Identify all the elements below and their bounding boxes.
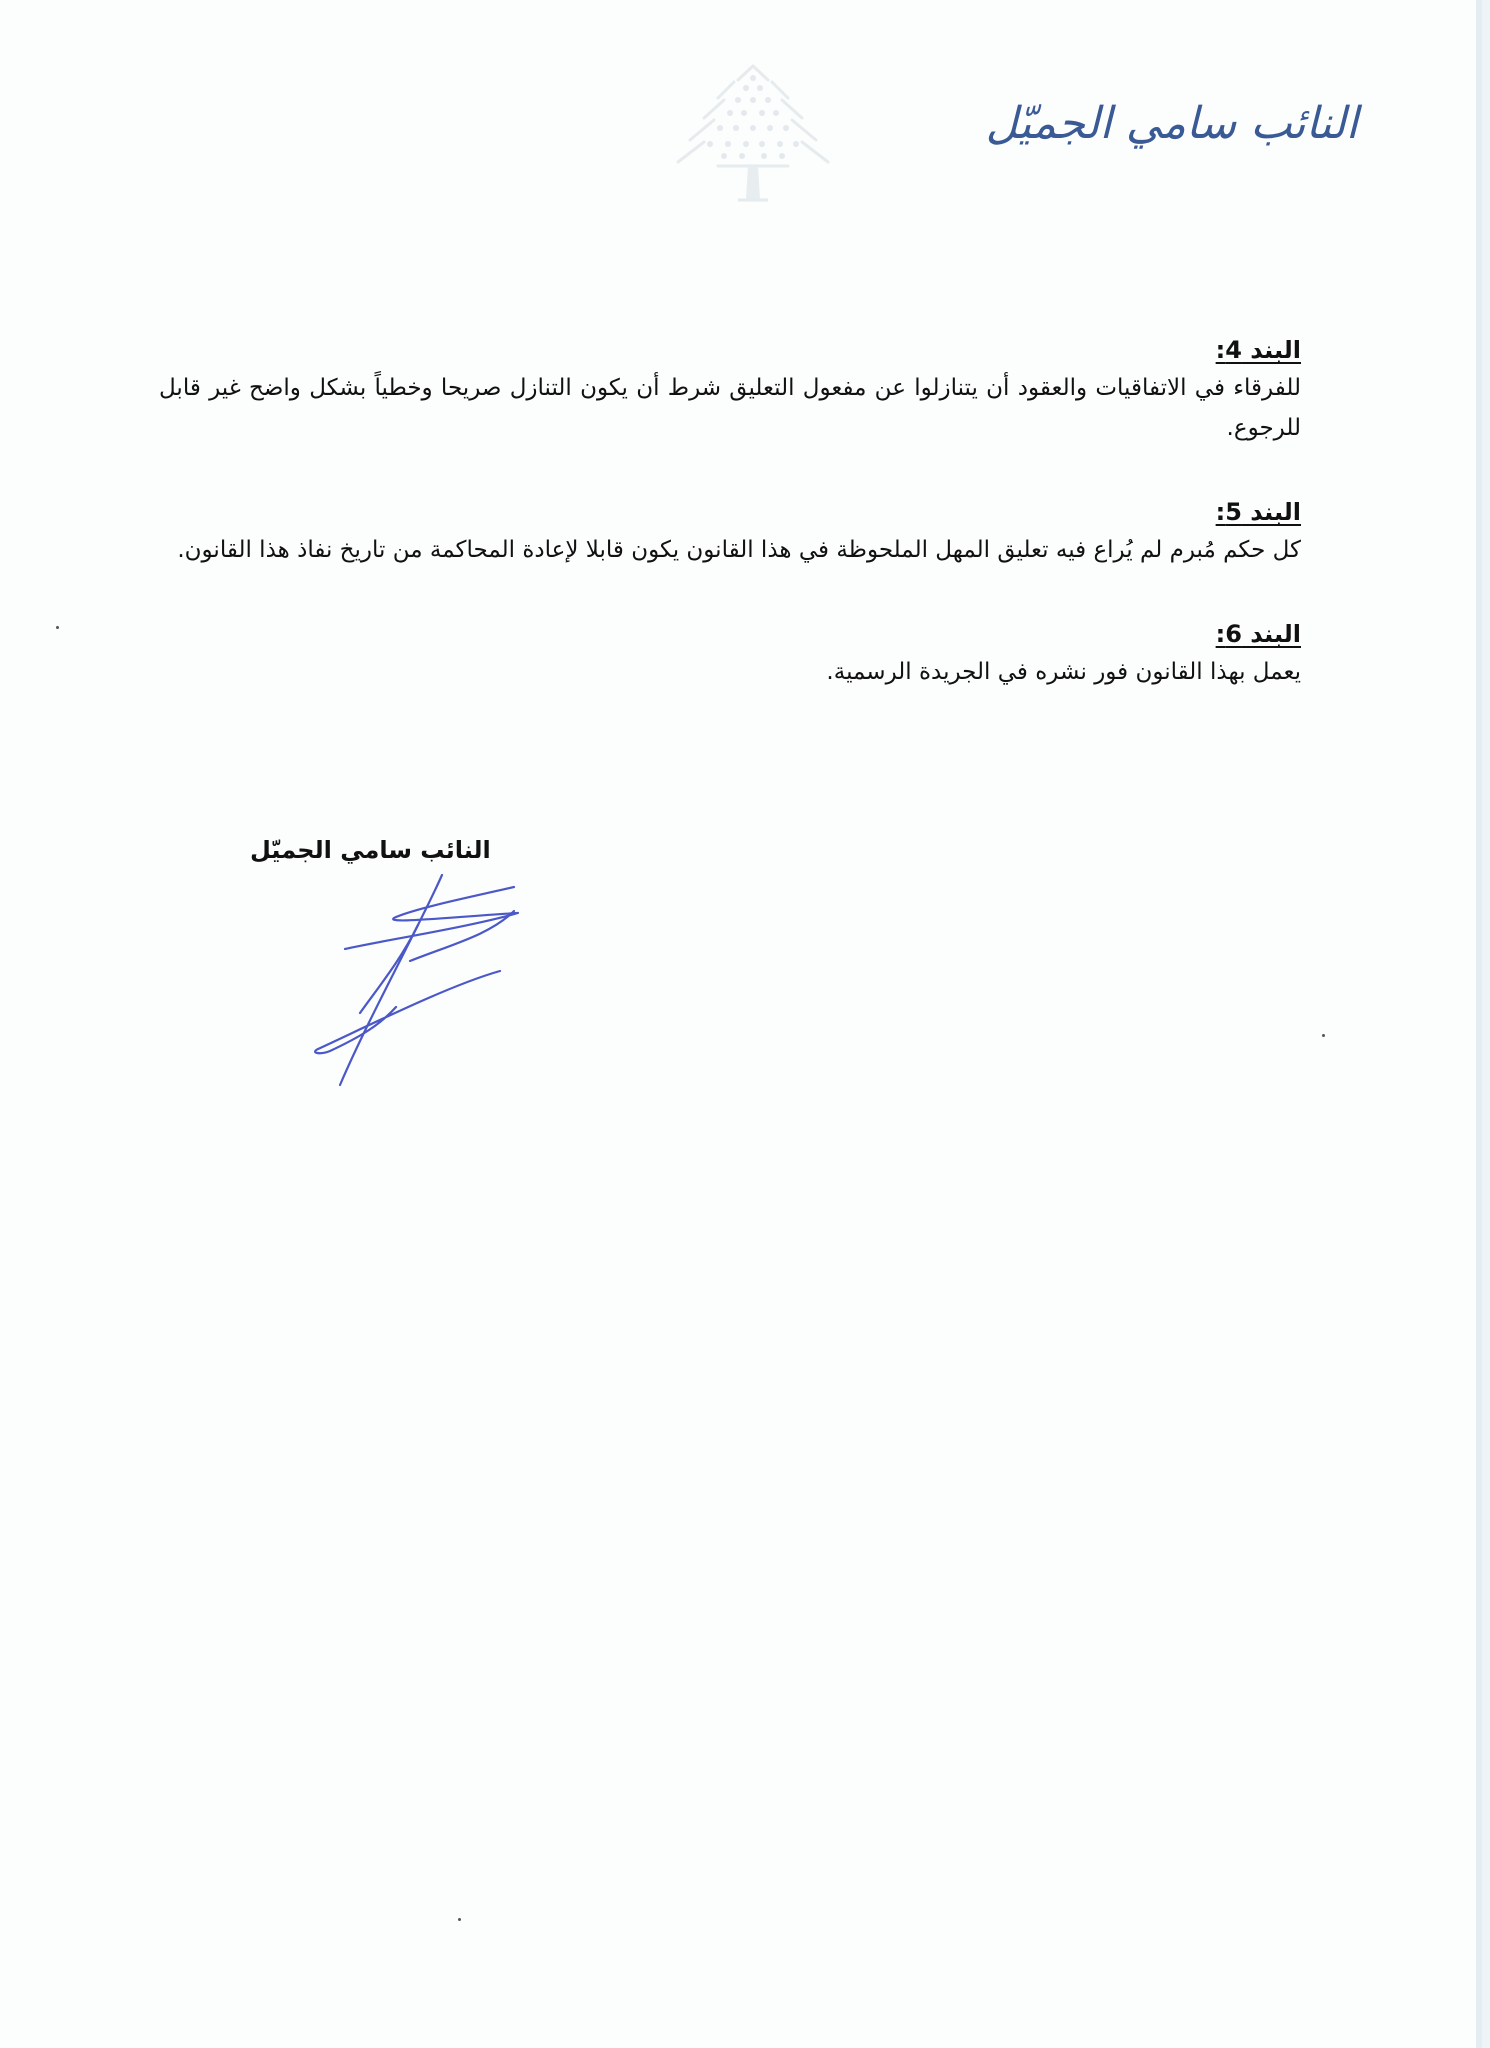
paper-speck [1322, 1034, 1325, 1037]
article-text: كل حكم مُبرم لم يُراع فيه تعليق المهل الملحوظة في هذا القانون يكون قابلا لإعادة المحاكمة من تاريخ نفاذ هذا القانون. [177, 537, 1301, 563]
signatory-name: النائب سامي الجميّل [250, 836, 491, 864]
article-6 [159, 616, 1301, 692]
article-4 [159, 332, 1301, 448]
article-text: للفرقاء في الاتفاقيات والعقود أن يتنازلوا عن مفعول التعليق شرط أن يكون التنازل صريحا وخطياً بشكل واضح غير قابل للرجوع. [159, 375, 1301, 441]
cedar-tree-icon [668, 58, 838, 208]
handwritten-signature [300, 865, 560, 1095]
document-body [159, 332, 1301, 738]
article-5 [159, 494, 1301, 570]
article-heading: البند 5: [1215, 498, 1301, 526]
letterhead-title: النائب سامي الجميّل [985, 98, 1358, 149]
paper-speck [458, 1918, 461, 1921]
article-heading: البند 4: [1215, 336, 1301, 364]
article-heading: البند 6: [1215, 620, 1301, 648]
article-text: يعمل بهذا القانون فور نشره في الجريدة الرسمية. [826, 659, 1301, 685]
paper-speck [56, 626, 59, 629]
